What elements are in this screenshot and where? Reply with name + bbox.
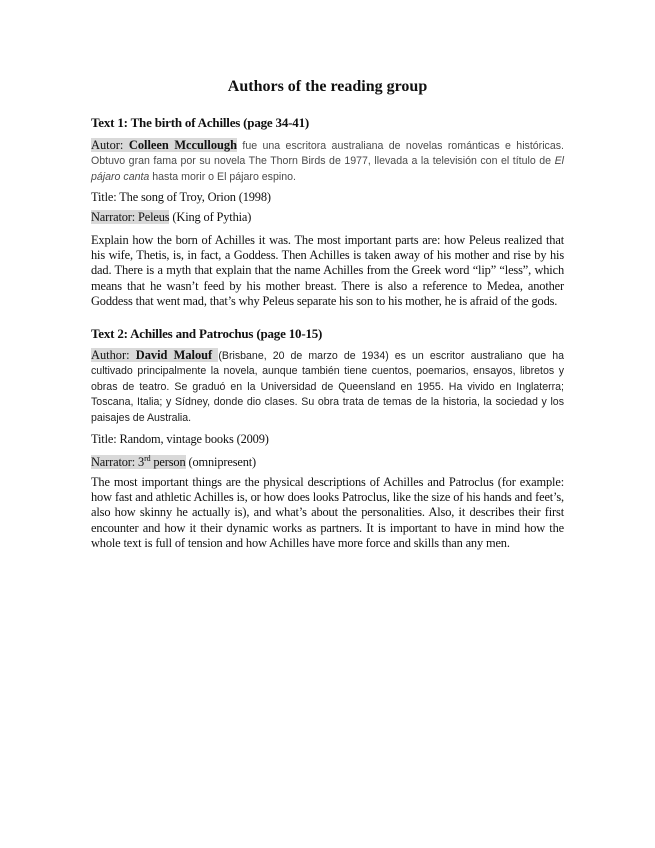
text1-title-line: Title: The song of Troy, Orion (1998) bbox=[91, 190, 271, 204]
text1-author-bio-italic: El pájaro canta bbox=[91, 155, 564, 183]
text2-author-label: Author: bbox=[91, 348, 136, 362]
text2-narrator-line bbox=[91, 455, 564, 470]
text2-heading: Text 2: Achilles and Patrochus (page 10-15) bbox=[91, 326, 323, 341]
text1-narrator-label: Narrator: Peleus bbox=[91, 210, 170, 224]
text2-narrator-detail: (omnipresent) bbox=[185, 455, 257, 469]
text2-summary: The most important things are the physical descriptions of Achilles and Patroclus (for example: how fast and athletic Achilles is, or how does looks Patroclus, like the size of his hands and feet’s, also how skinny he actually is), and what’s about the personalities. Also, it describes their first encounter and how it their dynamic works as partners. It is important to have in mind how the whole text is full of tension and how Achilles have more force and skills than any men. bbox=[91, 475, 564, 550]
text2-author-paragraph bbox=[91, 348, 564, 426]
text1-author-name: Colleen Mccullough bbox=[128, 138, 237, 152]
text2-author-name: David Malouf bbox=[135, 348, 219, 362]
text1-heading: Text 1: The birth of Achilles (page 34-41) bbox=[91, 115, 310, 130]
text1-author-label: Autor: bbox=[91, 138, 129, 152]
text1-narrator-line bbox=[91, 210, 564, 225]
text2-title-line: Title: Random, vintage books (2009) bbox=[91, 432, 269, 446]
text1-narrator-detail: (King of Pythia) bbox=[169, 210, 252, 224]
text1-author-paragraph bbox=[91, 138, 564, 185]
text2-narrator-label-person: person bbox=[150, 455, 186, 469]
text2-narrator-label bbox=[91, 455, 186, 469]
text1-author-bio: fue una escritora australiana de novelas románticas e históricas. Obtuvo gran fama por su novela The Thorn Birds de 1977, llevada a la televisión con el título de bbox=[91, 140, 564, 168]
text2-narrator-sup: rd bbox=[144, 453, 151, 463]
text1-author-bio-end: hasta morir o El pájaro espino. bbox=[149, 170, 296, 183]
document-title: Authors of the reading group bbox=[227, 78, 428, 95]
text2-narrator-label-text: Narrator: 3 bbox=[91, 455, 145, 469]
text1-summary: Explain how the born of Achilles it was. The most important parts are: how Peleus realized that his wife, Thetis, is, in fact, a Goddess. Then Achilles is taken away of his mother and rise by his dad. There is a myth that explain that the name Achilles from the Greek word “lip” “less”, which means that he wasn’t feed by his mother breast. There is also a reference to Medea, another Goddess that went mad, that’s why Peleus separate his son to his mother, he is afraid of the gods. bbox=[91, 233, 564, 308]
text2-author-bio: (Brisbane, 20 de marzo de 1934) es un escritor australiano que ha cultivado principalmente la novela, aunque también tiene cuentos, poemarios, ensayos, libretos y obras de teatro. Se graduó en la Universidad de Queensland en 1955. Ha vivido en Inglaterra; Toscana, Italia; y Sídney, donde dio clases. Su obra trata de temas de la historia, la sociedad y los paisajes de Australia. bbox=[91, 350, 564, 424]
